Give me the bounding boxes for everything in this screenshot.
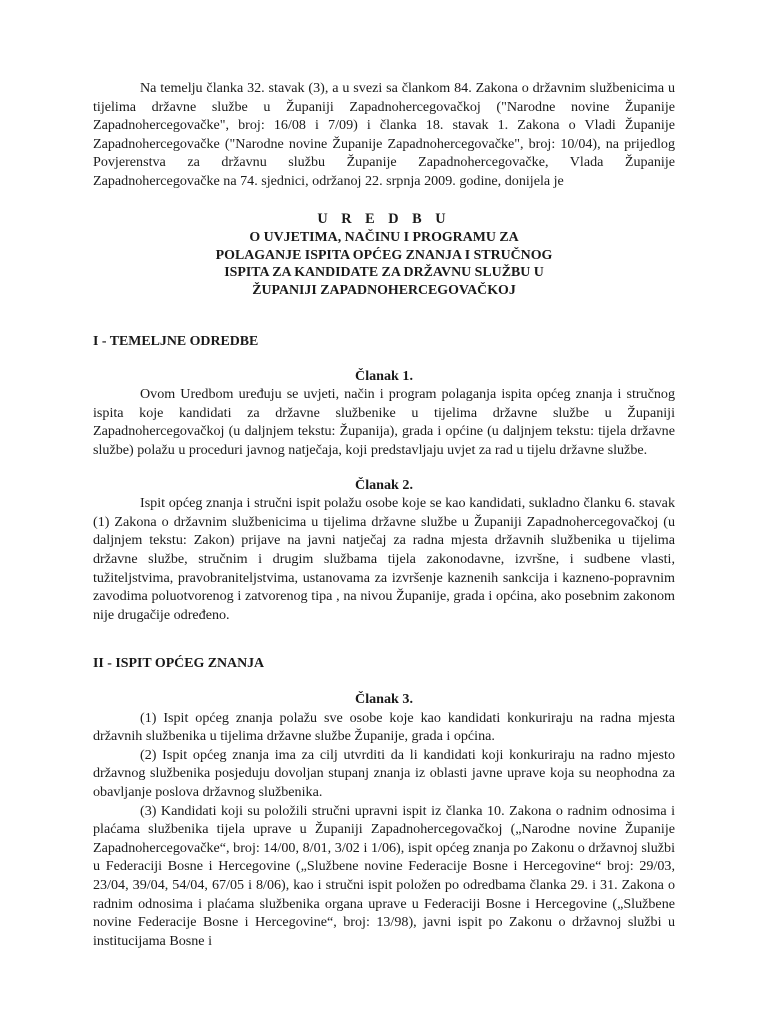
- title-main: U R E D B U: [317, 210, 451, 227]
- title-line-2: POLAGANJE ISPITA OPĆEG ZNANJA I STRUČNOG: [215, 247, 553, 263]
- title-line-4: ŽUPANIJI ZAPADNOHERCEGOVAČKOJ: [252, 282, 516, 298]
- article-2-text: Ispit općeg znanja i stručni ispit polažu osobe koje se kao kandidati, sukladno članku 6. stavak (1) Zakona o državnim službenicima u tijelima državne službe u Županiji Zapadnohercegovačkoj (u daljnjem tekstu: Zakon) prijave na javni natječaj za radna mjesta državnih službenika u tijelima državne službe, stručnim i drugim službama tijela zakonodavne, izvršne, i sudbene vlasti, tužiteljstvima, pravobraniteljstvima, ustanovama za izvršenje kaznenih sankcija i kazneno-popravnim zavodima poluotvorenog i zatvorenog tipa , na nivou Županije, grada i općina, ako posebnim zakonom nije drugačije određeno.: [93, 495, 675, 623]
- article-3-paragraph-1: (1) Ispit općeg znanja polažu sve osobe koje kao kandidati konkuriraju na radna mjesta državnih službenika u tijelima državne službe Županije, grada i općina.: [93, 709, 675, 745]
- article-heading-2: Članak 2.: [355, 476, 413, 493]
- article-3-paragraph-2: (2) Ispit općeg znanja ima za cilj utvrditi da li kandidati koji konkuriraju na radno mjesto državnog službenika posjeduju dovoljan stupanj znanja iz oblasti javne uprave koja su neophodna za obavljanje poslova državnog službenika.: [93, 746, 675, 800]
- article-3-paragraph-3: (3) Kandidati koji su položili stručni upravni ispit iz članka 10. Zakona o radnim odnosima i plaćama službenika tijela uprave u Županiji Zapadnohercegovačkoj („Narodne novine Županije Zapadnohercegovačke“, broj: 14/00, 8/01, 3/02 i 1/06), ispit općeg znanja po Zakonu o državnoj službi u Federaciji Bosne i Hercegovine („Službene novine Federacije Bosne i Hercegovine“ broj: 29/03, 23/04, 39/04, 54/04, 67/05 i 8/06), kao i stručni ispit položen po odredbama članka 29. i 31. Zakona o radnim odnosima i plaćama službenika organa uprave u Federaciji Bosne i Hercegovine („Službene novine Federacije Bosne i Hercegovine“, broj: 13/98), javni ispit po Zakonu o državnoj službi u institucijama Bosne i: [93, 802, 675, 949]
- document-page: [93, 79, 675, 950]
- title-line-3: ISPITA ZA KANDIDATE ZA DRŽAVNU SLUŽBU U: [224, 265, 544, 281]
- document-title: [93, 211, 675, 300]
- article-heading-3: Članak 3.: [355, 690, 413, 707]
- title-line-1: O UVJETIMA, NAČINU I PROGRAMU ZA: [249, 230, 519, 246]
- article-1-text: Ovom Uredbom uređuju se uvjeti, način i program polaganja ispita općeg znanja i stručnog ispita koje kandidati za državne službenike u tijelima državne službe u Županiji Zapadnohercegovačkoj (u daljnjem tekstu: Županija), grada i općine (u daljnjem tekstu: tijela državne službe) polažu u proceduri javnog natječaja, koji predstavljaju uvjet za rad u tijelu državne službe.: [93, 386, 675, 459]
- article-heading-1: Članak 1.: [355, 367, 413, 384]
- section-heading-2: II - ISPIT OPĆEG ZNANJA: [93, 656, 265, 672]
- section-heading-1: I - TEMELJNE ODREDBE: [93, 334, 259, 350]
- intro-paragraph: Na temelju članka 32. stavak (3), a u svezi sa člankom 84. Zakona o državnim službenicima u tijelima državne službe u Županiji Zapadnohercegovačkoj ("Narodne novine Županije Zapadnohercegovačke", broj: 16/08 i 7/09) i članka 18. stavak 1. Zakona o Vladi Županije Zapadnohercegovačke ("Narodne novine Županije Zapadnohercegovačke", broj: 10/04), na prijedlog Povjerenstva za državnu službu Županije Zapadnohercegovačke, Vlada Županije Zapadnohercegovačke na 74. sjednici, održanoj 22. srpnja 2009. godine, donijela je: [93, 80, 675, 189]
